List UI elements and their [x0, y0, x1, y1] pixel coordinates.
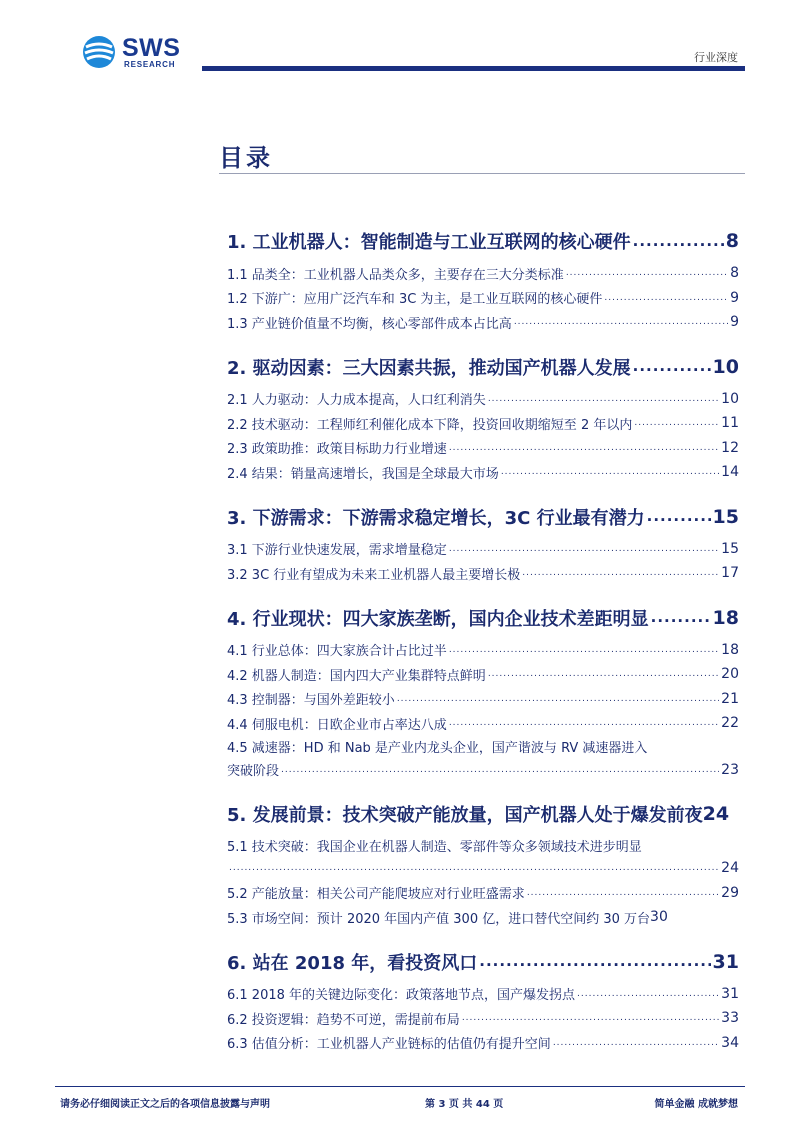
toc-entry-page: 10: [712, 355, 739, 378]
toc-entry-6-2[interactable]: [227, 1006, 739, 1031]
toc-entry-label: 3. 下游需求：下游需求稳定增长，3C 行业最有潜力: [227, 507, 645, 529]
toc-entry-4-4[interactable]: [227, 711, 739, 736]
logo-subtext: RESEARCH: [124, 60, 176, 69]
leader-dots: [229, 861, 719, 875]
toc-entry-5[interactable]: [227, 794, 739, 834]
toc-entry-6-3[interactable]: [227, 1031, 739, 1056]
toc-entry-page: 18: [721, 641, 739, 658]
toc-entry-page: 11: [721, 415, 739, 432]
toc-title-rule: [219, 173, 745, 174]
toc-entry-2-1[interactable]: [227, 387, 739, 412]
leader-dots: [449, 542, 719, 556]
toc-entry-page: 17: [721, 565, 739, 582]
leader-dots: [514, 315, 728, 329]
toc-entry-continuation: [227, 758, 739, 783]
leader-dots: [479, 952, 710, 972]
toc-entry-page: 30: [650, 909, 668, 926]
toc-entry-page: 29: [721, 884, 739, 901]
toc-entry-page: 15: [721, 540, 739, 557]
toc-entry-page: 24: [702, 803, 730, 825]
toc-entry-label: 2. 驱动因素：三大因素共振，推动国产机器人发展: [227, 357, 631, 379]
toc-entry-2-4[interactable]: [227, 460, 739, 485]
toc-entry-4-2[interactable]: [227, 662, 739, 687]
toc-entry-label: 4.2 机器人制造：国内四大产业集群特点鲜明: [227, 668, 486, 684]
leader-dots: [522, 566, 719, 580]
toc-entry-page: 12: [721, 439, 739, 456]
toc-entry-label: 4.5 减速器：HD 和 Nab 是产业内龙头企业，国产谐波与 RV 减速器进入: [227, 741, 648, 756]
leader-dots: [449, 716, 719, 730]
footer-slogan: 简单金融 成就梦想: [654, 1099, 738, 1110]
table-of-contents: [227, 221, 739, 1067]
footer-page-info: 第 3 页 共 44 页: [425, 1099, 504, 1110]
leader-dots: [553, 1036, 719, 1050]
company-logo: [82, 33, 192, 71]
toc-entry-4[interactable]: [227, 598, 739, 638]
leader-dots: [397, 692, 719, 706]
toc-entry-label: 5.3 市场空间：预计 2020 年国内产值 300 亿，进口替代空间约 30 万台: [227, 911, 651, 927]
leader-dots: [651, 608, 711, 628]
leader-dots: [501, 465, 719, 479]
toc-entry-label: 1. 工业机器人：智能制造与工业互联网的核心硬件: [227, 232, 631, 253]
toc-entry-label: 6.1 2018 年的关键边际变化：政策落地节点，国产爆发拐点: [227, 988, 576, 1004]
leader-dots: [566, 266, 728, 280]
toc-entry-page: 31: [721, 985, 739, 1002]
toc-entry-label: 2.2 技术驱动：工程师红利催化成本下降，投资回收期缩短至 2 年以内: [227, 417, 633, 433]
toc-entry-1-1[interactable]: [227, 261, 739, 286]
header-divider-bar: [202, 66, 745, 71]
leader-dots: [462, 1011, 719, 1025]
toc-section-1: [227, 221, 739, 335]
toc-entry-label: 4.3 控制器：与国外差距较小: [227, 693, 395, 709]
toc-entry-label: 6.2 投资逻辑：趋势不可逆，需提前布局: [227, 1012, 460, 1028]
toc-section-3: [227, 497, 739, 586]
toc-entry-3-2[interactable]: [227, 561, 739, 586]
toc-entry-page: 9: [730, 289, 739, 306]
leader-dots: [633, 357, 711, 377]
toc-entry-label: 5.2 产能放量：相关公司产能爬坡应对行业旺盛需求: [227, 887, 525, 903]
toc-entry-5-2[interactable]: [227, 881, 739, 906]
footer-disclaimer: 请务必仔细阅读正文之后的各项信息披露与声明: [60, 1099, 270, 1110]
toc-entry-page: 15: [712, 505, 739, 528]
toc-entry-2-3[interactable]: [227, 436, 739, 461]
toc-entry-page: 24: [721, 860, 739, 877]
toc-entry-4-3[interactable]: [227, 687, 739, 712]
toc-entry-label: 4. 行业现状：四大家族垄断，国内企业技术差距明显: [227, 608, 649, 630]
toc-entry-page: 34: [721, 1034, 739, 1051]
leader-dots: [577, 987, 719, 1001]
toc-entry-6[interactable]: [227, 942, 739, 982]
toc-entry-label: 3.2 3C 行业有望成为未来工业机器人最主要增长极: [227, 567, 521, 583]
leader-dots: [449, 643, 719, 657]
toc-section-6: [227, 942, 739, 1056]
toc-entry-label: 4.4 伺服电机：日欧企业市占率达八成: [227, 717, 447, 733]
leader-dots: [633, 231, 724, 251]
toc-entry-continuation: [227, 856, 739, 881]
leader-dots: [488, 392, 719, 406]
toc-entry-label-continued: 突破阶段: [227, 764, 280, 780]
toc-entry-6-1[interactable]: [227, 982, 739, 1007]
toc-section-5: [227, 794, 739, 930]
toc-entry-label: 4.1 行业总体：四大家族合计占比过半: [227, 644, 447, 660]
footer-divider: [55, 1086, 745, 1087]
toc-entry-label: 2.3 政策助推：政策目标助力行业增速: [227, 442, 447, 458]
toc-entry-page: 14: [721, 464, 739, 481]
toc-title: 目录: [219, 144, 273, 172]
toc-entry-label: 2.4 结果：销量高速增长，我国是全球最大市场: [227, 466, 499, 482]
toc-entry-page: 21: [721, 690, 739, 707]
toc-entry-page: 8: [725, 230, 739, 252]
toc-entry-label: 1.2 下游广：应用广泛汽车和 3C 为主，是工业互联网的核心硬件: [227, 292, 603, 308]
toc-entry-page: 20: [721, 666, 739, 683]
logo-text: SWS: [122, 34, 181, 62]
toc-entry-label: 6.3 估值分析：工业机器人产业链标的估值仍有提升空间: [227, 1037, 551, 1053]
toc-entry-page: 33: [721, 1010, 739, 1027]
toc-entry-label: 5. 发展前景：技术突破产能放量，国产机器人处于爆发前夜: [227, 805, 703, 826]
toc-entry-page: 10: [721, 390, 739, 407]
logo-mark-icon: [82, 35, 118, 69]
leader-dots: [604, 291, 728, 305]
leader-dots: [647, 507, 711, 527]
toc-entry-2-2[interactable]: [227, 411, 739, 436]
toc-entry-3[interactable]: [227, 497, 739, 537]
toc-entry-page: 22: [721, 715, 739, 732]
leader-dots: [634, 416, 719, 430]
toc-entry-5-3[interactable]: [227, 905, 739, 930]
leader-dots: [281, 763, 719, 777]
toc-entry-page: 9: [730, 314, 739, 331]
document-type-label: 行业深度: [694, 51, 738, 64]
toc-entry-label: 2.1 人力驱动：人力成本提高，人口红利消失: [227, 393, 486, 409]
toc-entry-page: 23: [721, 761, 739, 778]
leader-dots: [527, 886, 719, 900]
toc-entry-1-3[interactable]: [227, 310, 739, 335]
toc-entry-1-2[interactable]: [227, 286, 739, 311]
toc-entry-page: 18: [712, 606, 739, 629]
toc-entry-label: 1.3 产业链价值量不均衡，核心零部件成本占比高: [227, 316, 512, 332]
toc-entry-5-1[interactable]: [227, 834, 739, 881]
toc-entry-4-5[interactable]: [227, 736, 739, 783]
toc-entry-label: 5.1 技术突破：我国企业在机器人制造、零部件等众多领域技术进步明显: [227, 839, 642, 855]
toc-entry-label: 6. 站在 2018 年，看投资风口: [227, 952, 478, 974]
toc-entry-page: 31: [712, 950, 739, 973]
toc-section-2: [227, 347, 739, 485]
toc-entry-4-1[interactable]: [227, 638, 739, 663]
leader-dots: [449, 441, 719, 455]
toc-entry-page: 8: [730, 265, 739, 282]
toc-entry-label: 1.1 品类全：工业机器人品类众多，主要存在三大分类标准: [227, 267, 564, 283]
toc-entry-1[interactable]: [227, 221, 739, 261]
toc-entry-label: 3.1 下游行业快速发展，需求增量稳定: [227, 543, 447, 559]
toc-entry-2[interactable]: [227, 347, 739, 387]
toc-section-4: [227, 598, 739, 783]
toc-entry-3-1[interactable]: [227, 537, 739, 562]
leader-dots: [488, 667, 719, 681]
